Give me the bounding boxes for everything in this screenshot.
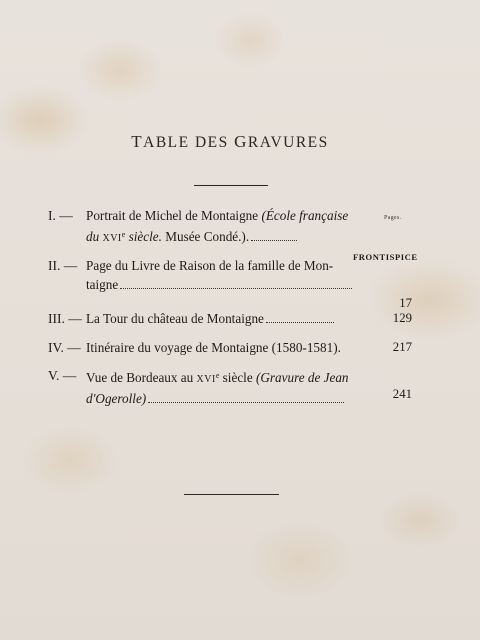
frontispice-label: FRONTISPICE [353, 252, 418, 262]
page-number: 129 [392, 311, 412, 325]
entry-title: Itinéraire du voyage de Montaigne (1580-1581). [86, 340, 341, 355]
entry-number: II. — [48, 258, 78, 273]
entry-text [86, 338, 412, 357]
dot-leader [120, 278, 352, 289]
entry-title: Portrait de Michel de Montaigne [86, 208, 262, 223]
century-sup: e [121, 230, 126, 239]
entry-text [86, 366, 412, 408]
entry-number: V. — [48, 368, 77, 383]
title-word-1: ABLE DES [143, 134, 235, 151]
dot-leader [148, 392, 344, 403]
entry-location: Musée Condé.). [161, 229, 250, 244]
entry-number: I. — [48, 208, 73, 223]
entry-title-cont: siècle [219, 370, 256, 385]
entry-number: III. — [48, 311, 82, 326]
entry-title: Page du Livre de Raison de la famille de Mon- [86, 258, 334, 273]
entry-text [86, 206, 412, 248]
title-initial-2: G [234, 132, 248, 151]
page-number: 17 [399, 296, 412, 310]
title-word-2: RAVURES [247, 134, 329, 151]
entry-source-century: siècle. [125, 229, 162, 244]
title-rule [194, 185, 268, 186]
entry-source-cont: du [86, 229, 103, 244]
dot-leader [251, 230, 297, 241]
entry-title: La Tour du château de Montaigne [86, 311, 264, 326]
entry-source: (École française [261, 208, 349, 223]
page-number: 217 [392, 340, 412, 354]
century-numeral: XVI [102, 233, 122, 244]
entry-number: IV. — [48, 340, 81, 355]
century-sup: e [215, 371, 220, 380]
page-number: 241 [392, 387, 412, 401]
entry-title-cont: taigne [86, 277, 119, 292]
century-numeral: XVI [196, 374, 216, 385]
entry-text [86, 309, 412, 328]
pages-column-label: Pages. [384, 215, 402, 221]
entry-source: (Gravure de Jean [256, 370, 349, 385]
title-initial: T [131, 132, 144, 151]
dot-leader [266, 312, 334, 323]
entry-source-cont: d'Ogerolle) [86, 391, 147, 406]
closing-rule [184, 494, 279, 495]
entry-title: Vue de Bordeaux au [86, 370, 197, 385]
page-title [0, 132, 460, 152]
